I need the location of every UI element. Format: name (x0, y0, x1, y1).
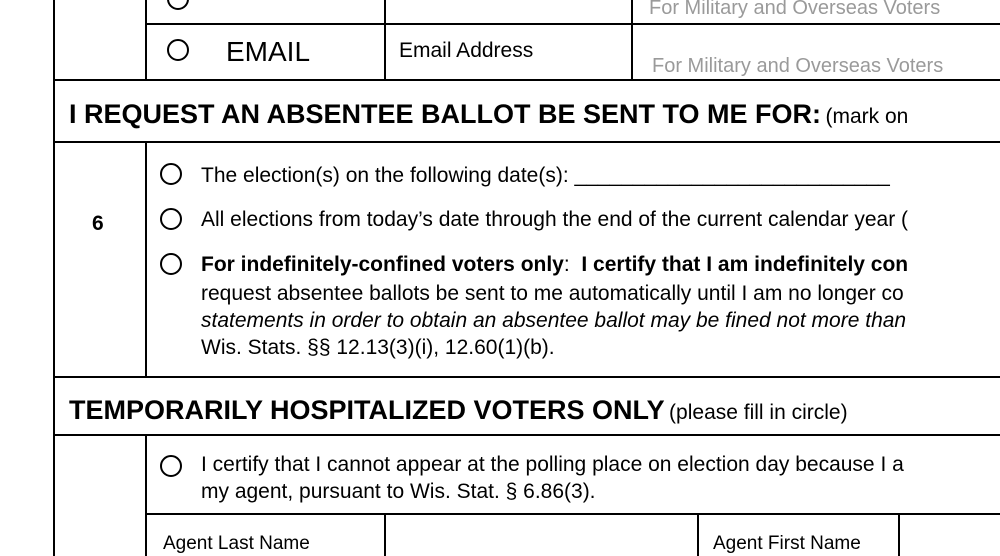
col-divider-email (145, 0, 147, 80)
hospital-certify-line1: I certify that I cannot appear at the polling place on election day because I a (201, 453, 904, 476)
row-line-5 (53, 434, 1000, 436)
email-label: EMAIL (226, 36, 311, 67)
hospital-certify-radio[interactable] (160, 455, 182, 477)
request-heading-line (69, 99, 908, 130)
option-indefinite-line2: request absentee ballots be sent to me automatically until I am no longer co (201, 282, 904, 305)
col-divider-agent-2 (697, 513, 699, 556)
row-line-3 (53, 141, 1000, 143)
agent-first-name-label: Agent First Name (713, 533, 861, 554)
col-divider-email-3 (631, 0, 633, 80)
top-radio-partial[interactable] (167, 0, 189, 10)
hospital-heading: TEMPORARILY HOSPITALIZED VOTERS ONLY (69, 395, 665, 425)
hospital-hint: (please fill in circle) (669, 401, 848, 424)
request-heading: I REQUEST AN ABSENTEE BALLOT BE SENT TO ME FOR: (69, 99, 822, 129)
option-indefinite-line4: Wis. Stats. §§ 12.13(3)(i), 12.60(1)(b). (201, 336, 555, 359)
col-divider-request (145, 141, 147, 377)
indefinite-bold-a: For indefinitely-confined voters only (201, 253, 564, 276)
outer-left-border (53, 0, 55, 556)
col-divider-hospital (145, 434, 147, 556)
indefinite-italic: statements in order to obtain an absentee ballot may be fined not more than (201, 309, 907, 332)
row-line-2 (53, 79, 1000, 81)
indefinite-bold-b: I certify that I am indefinitely con (581, 253, 909, 276)
option-indefinite-radio[interactable] (160, 253, 182, 275)
hospital-certify-line2: my agent, pursuant to Wis. Stat. § 6.86(3). (201, 480, 596, 503)
top-row-note: For Military and Overseas Voters (649, 0, 941, 19)
agent-last-name-field[interactable] (386, 515, 696, 556)
option-indefinite-line1 (201, 253, 908, 277)
email-radio[interactable] (167, 39, 189, 61)
row-line-4 (53, 376, 1000, 378)
agent-last-name-label: Agent Last Name (163, 533, 310, 554)
hospital-heading-line (69, 395, 848, 426)
option-all-elections-radio[interactable] (160, 208, 182, 230)
row-number: 6 (92, 212, 104, 235)
option-dates-radio[interactable] (160, 163, 182, 185)
email-address-label: Email Address (399, 39, 534, 62)
option-indefinite-line3 (201, 309, 906, 333)
indefinite-sep: : (563, 253, 570, 276)
request-hint: (mark on (825, 105, 909, 128)
row-line-1 (145, 23, 1000, 25)
option-all-elections-label: All elections from today’s date through the end of the current calendar year ( (201, 208, 909, 231)
email-military-note: For Military and Overseas Voters (652, 55, 944, 77)
agent-first-name-field[interactable] (900, 515, 1000, 556)
col-divider-email-2 (384, 0, 386, 80)
option-dates-label: The election(s) on the following date(s): ___________________________ (201, 164, 890, 187)
